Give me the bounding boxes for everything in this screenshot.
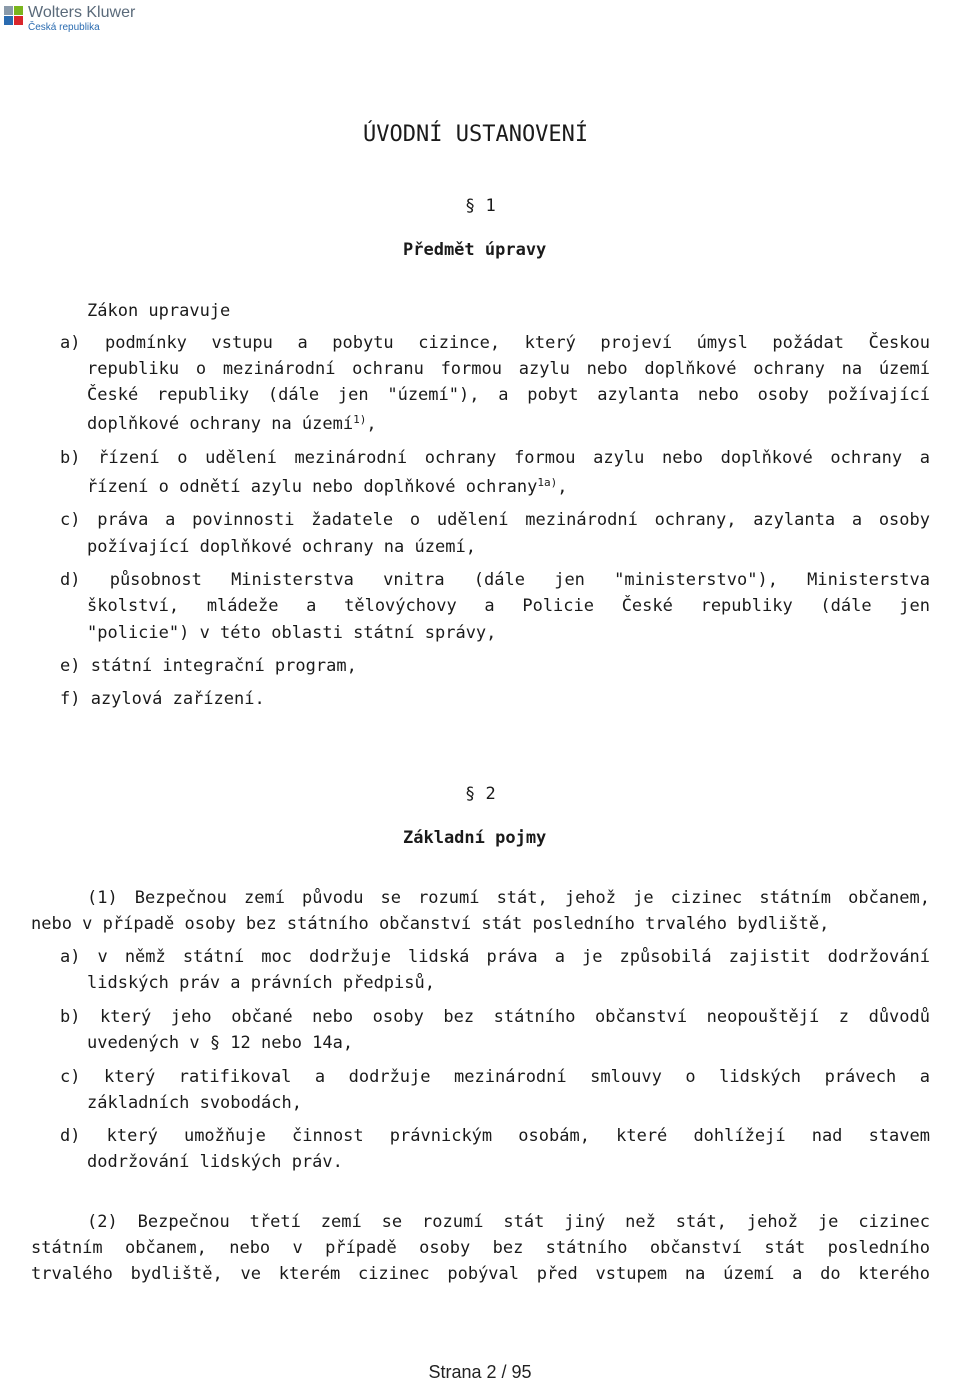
p2-line-2: státním občanem, nebo v případě osoby bez státního občanství stát posledního xyxy=(31,1238,930,1258)
item-d-line-1: d) působnost Ministerstva vnitra (dále jen "ministerstvo"), Ministerstva xyxy=(60,570,930,590)
p2-line-1: (2) Bezpečnou třetí zemí se rozumí stát jiný než stát, jehož je cizinec xyxy=(87,1212,930,1232)
item-b-line-1: b) řízení o udělení mezinárodní ochrany formou azylu nebo doplňkové ochrany a xyxy=(60,448,930,468)
s2-item-c-line-1: c) který ratifikoval a dodržuje mezinárodní smlouvy o lidských právech a xyxy=(60,1067,930,1087)
item-d-line-3: "policie") v této oblasti státní správy, xyxy=(87,623,497,643)
logo-mark-icon xyxy=(4,6,24,26)
paragraph-heading-2: Základní pojmy xyxy=(403,828,547,848)
item-d-line-2: školství, mládeže a tělovýchovy a Policie České republiky (dále jen xyxy=(87,596,930,616)
wolters-kluwer-logo xyxy=(4,4,135,34)
paragraph-number-1: § 1 xyxy=(465,196,496,216)
paragraph-number-2: § 2 xyxy=(465,784,496,804)
logo-subtitle: Česká republika xyxy=(28,22,100,33)
item-e: e) státní integrační program, xyxy=(60,656,357,676)
s2-item-c-line-2: základních svobodách, xyxy=(87,1093,302,1113)
item-c-line-1: c) práva a povinnosti žadatele o udělení mezinárodní ochrany, azylanta a osoby xyxy=(60,510,930,530)
page-number: Strana 2 / 95 xyxy=(428,1362,532,1382)
item-a-line-3: České republiky (dále jen "území"), a pobyt azylanta nebo osoby požívající xyxy=(87,385,930,405)
intro-text: Zákon upravuje xyxy=(87,301,231,321)
s2-item-a-line-1: a) v němž státní moc dodržuje lidská práva a je způsobilá zajistit dodržování xyxy=(60,947,930,967)
logo-brand: Wolters Kluwer xyxy=(28,4,136,21)
paragraph-heading-1: Předmět úpravy xyxy=(403,240,547,260)
p1-line-2: nebo v případě osoby bez státního občanství stát posledního trvalého bydliště, xyxy=(31,914,830,934)
item-a-line-1: a) podmínky vstupu a pobytu cizince, který projeví úmysl požádat Českou xyxy=(60,333,930,353)
s2-item-a-line-2: lidských práv a právních předpisů, xyxy=(87,973,435,993)
footnote-ref-1a: 1a) xyxy=(537,476,558,489)
p2-line-3: trvalého bydliště, ve kterém cizinec pobýval před vstupem na území a do kterého xyxy=(31,1264,930,1284)
item-a-line-4: doplňkové ochrany na území$^{1)}$, xyxy=(87,413,377,434)
item-a-line-2: republiku o mezinárodní ochranu formou azylu nebo doplňkové ochrany na území xyxy=(87,359,930,379)
item-c-line-2: požívající doplňkové ochrany na území, xyxy=(87,537,476,557)
p1-line-1: (1) Bezpečnou zemí původu se rozumí stát, jehož je cizinec státním občanem, xyxy=(87,888,930,908)
s2-item-d-line-1: d) který umožňuje činnost právnickým osobám, které dohlížejí nad stavem xyxy=(60,1126,930,1146)
item-b-line-2: řízení o odnětí azylu nebo doplňkové ochrany$^{1a)}$, xyxy=(87,476,568,497)
section-title: ÚVODNÍ USTANOVENÍ xyxy=(363,122,589,147)
item-f: f) azylová zařízení. xyxy=(60,689,265,709)
s2-item-d-line-2: dodržování lidských práv. xyxy=(87,1152,343,1172)
s2-item-b-line-1: b) který jeho občané nebo osoby bez státního občanství neopouštějí z důvodů xyxy=(60,1007,930,1027)
s2-item-b-line-2: uvedených v § 12 nebo 14a, xyxy=(87,1033,354,1053)
footnote-ref-1: 1) xyxy=(353,413,367,426)
